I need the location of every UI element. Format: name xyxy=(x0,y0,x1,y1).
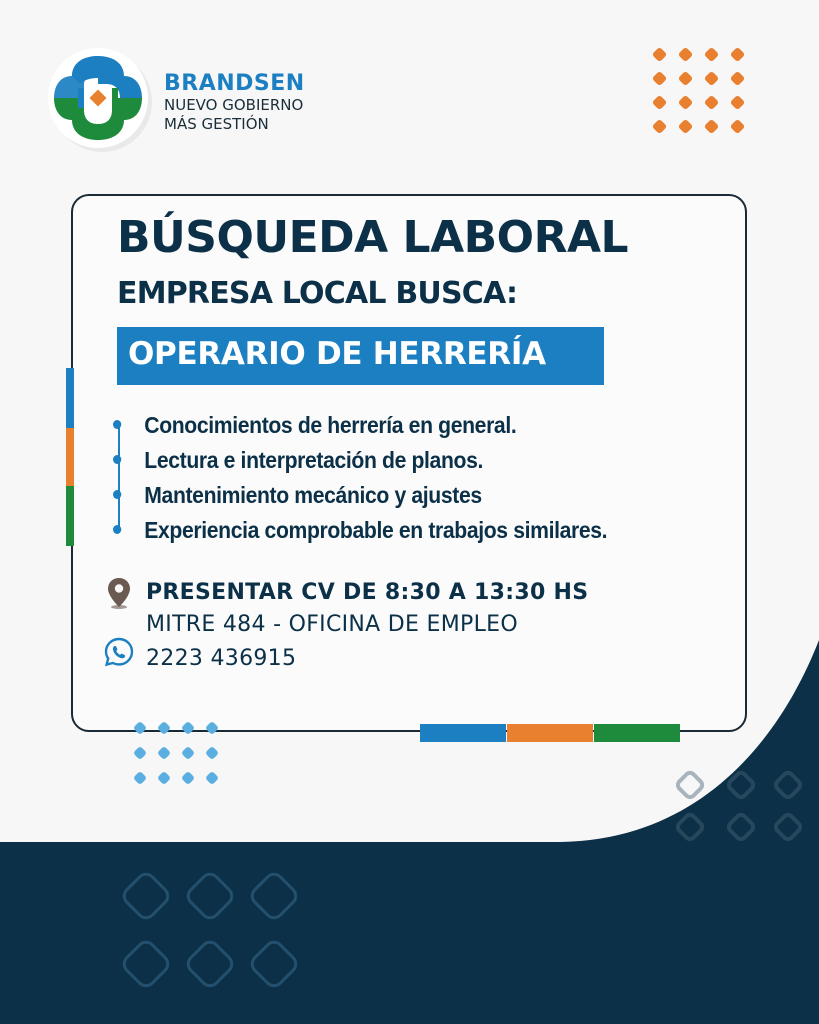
address-text: MITRE 484 - OFICINA DE EMPLEO xyxy=(146,612,518,637)
requirement-text: Mantenimiento mecánico y ajustes xyxy=(144,482,482,508)
brand-header xyxy=(44,44,344,164)
whatsapp-icon xyxy=(103,636,135,668)
phone-text: 2223 436915 xyxy=(146,646,297,671)
headline: BÚSQUEDA LABORAL xyxy=(117,212,629,263)
side-accent-blue xyxy=(66,368,74,428)
requirement-text: Conocimientos de herrería en general. xyxy=(144,412,517,438)
bottom-accent-blue xyxy=(420,724,506,742)
blue-dot-grid-decoration xyxy=(132,720,224,790)
subheadline: EMPRESA LOCAL BUSCA: xyxy=(117,276,518,311)
list-item xyxy=(113,513,607,548)
requirement-text: Lectura e interpretación de planos. xyxy=(144,447,483,473)
bullet-dot-icon xyxy=(113,490,121,499)
bullet-dot-icon xyxy=(113,525,121,534)
bullet-dot-icon xyxy=(113,455,121,464)
requirements-list xyxy=(113,408,650,548)
brand-tagline-2: MÁS GESTIÓN xyxy=(164,115,269,133)
list-item xyxy=(113,408,607,443)
brand-tagline-1: NUEVO GOBIERNO xyxy=(164,96,304,114)
brand-text-block xyxy=(164,72,305,134)
list-item xyxy=(113,478,607,513)
outline-diamond-pattern-bottom xyxy=(121,871,300,990)
orange-dot-grid-decoration xyxy=(650,45,750,135)
brandsen-logo-icon xyxy=(44,44,156,156)
schedule-text: PRESENTAR CV DE 8:30 A 13:30 HS xyxy=(146,580,589,605)
side-accent-green xyxy=(66,486,74,546)
role-banner xyxy=(117,327,604,385)
brand-name: BRANDSEN xyxy=(164,71,305,96)
location-pin-icon xyxy=(106,576,132,610)
side-accent-orange xyxy=(66,428,74,486)
bottom-accent-green xyxy=(594,724,680,742)
bullet-dot-icon xyxy=(113,420,121,429)
bottom-accent-orange xyxy=(507,724,593,742)
requirement-text: Experiencia comprobable en trabajos similares. xyxy=(144,517,608,543)
list-item xyxy=(113,443,607,478)
role-title: OPERARIO DE HERRERÍA xyxy=(128,336,546,372)
